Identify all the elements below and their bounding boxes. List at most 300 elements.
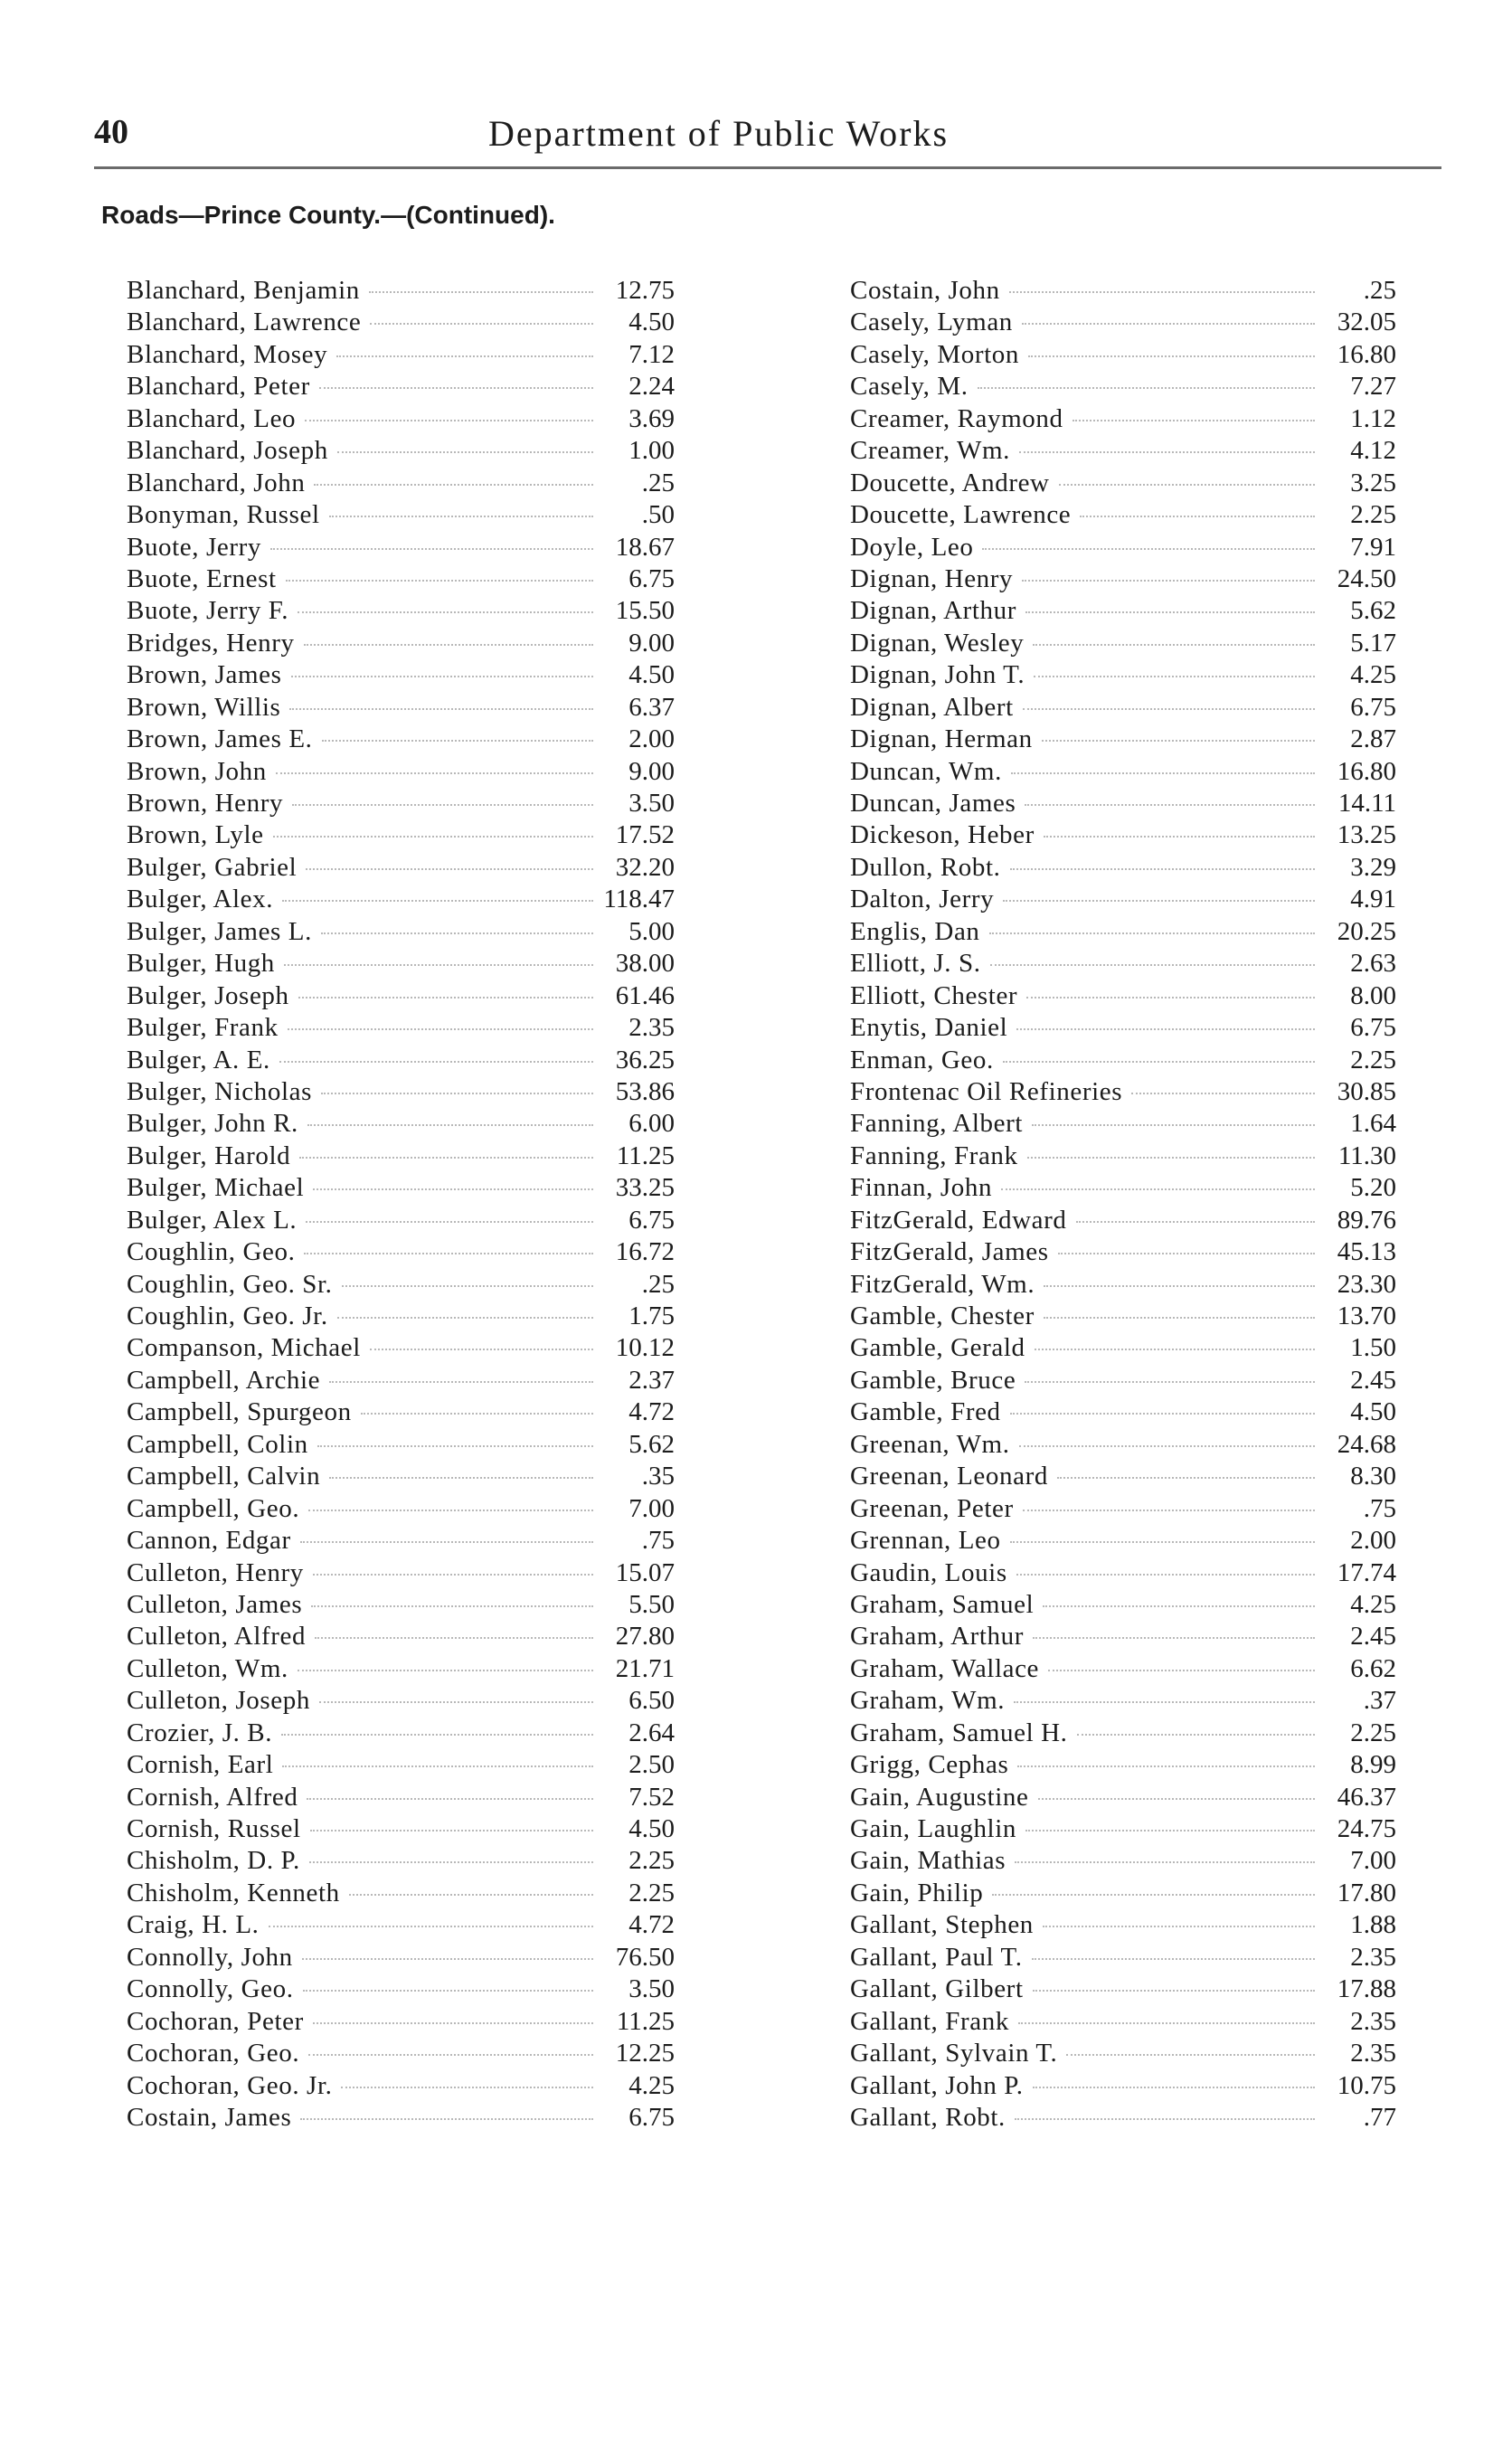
- dot-leader: [1010, 1541, 1315, 1543]
- payment-amount: 89.76: [1337, 1205, 1396, 1235]
- dot-leader: [990, 964, 1315, 966]
- dot-leader: [308, 2054, 593, 2056]
- list-item: [850, 1236, 1396, 1268]
- dot-leader: [1025, 804, 1315, 806]
- list-item: [850, 339, 1396, 371]
- list-item: [850, 1845, 1396, 1877]
- payee-name: Cochoran, Geo.: [127, 2039, 300, 2068]
- payment-amount: 20.25: [1337, 916, 1396, 946]
- payment-amount: 2.87: [1350, 724, 1396, 754]
- payee-name: Creamer, Wm.: [850, 436, 1011, 466]
- page-number: 40: [94, 113, 128, 151]
- dot-leader: [304, 644, 593, 646]
- dot-leader: [1003, 1061, 1315, 1063]
- dot-leader: [1048, 1670, 1315, 1671]
- payment-amount: 38.00: [615, 949, 675, 979]
- dot-leader: [269, 1926, 593, 1927]
- payment-amount: 17.88: [1337, 1974, 1396, 2004]
- dot-leader: [1080, 516, 1315, 517]
- list-item: [127, 1236, 675, 1268]
- payment-amount: 5.00: [628, 916, 675, 946]
- list-item: [127, 532, 675, 563]
- payment-amount: 9.00: [628, 628, 675, 658]
- list-item: [127, 1942, 675, 1973]
- list-item: [127, 307, 675, 338]
- payment-amount: 2.45: [1350, 1365, 1396, 1395]
- payee-name: Creamer, Raymond: [850, 403, 1063, 433]
- payee-name: Elliott, Chester: [850, 980, 1018, 1010]
- payment-amount: 2.25: [628, 1878, 675, 1907]
- list-item: [850, 1141, 1396, 1172]
- list-item: [850, 1301, 1396, 1332]
- payment-amount: 2.50: [628, 1750, 675, 1780]
- payee-name: Campbell, Spurgeon: [127, 1397, 352, 1427]
- payment-amount: 2.35: [1350, 1942, 1396, 1972]
- payee-name: Bulger, Frank: [127, 1013, 279, 1043]
- dot-leader: [306, 868, 593, 870]
- payee-name: Duncan, Wm.: [850, 756, 1002, 786]
- list-item: [850, 563, 1396, 595]
- payment-amount: 6.62: [1350, 1653, 1396, 1683]
- list-item: [850, 852, 1396, 884]
- payee-name: FitzGerald, James: [850, 1237, 1049, 1267]
- dot-leader: [1022, 323, 1315, 325]
- payment-amount: 33.25: [615, 1173, 675, 1203]
- list-item: [127, 275, 675, 307]
- dot-leader: [329, 1477, 593, 1479]
- payee-name: Campbell, Colin: [127, 1429, 308, 1459]
- payee-name: Bulger, A. E.: [127, 1045, 270, 1074]
- list-item: [850, 2006, 1396, 2038]
- list-item: [850, 1045, 1396, 1076]
- list-item: [850, 499, 1396, 531]
- payment-amount: 7.52: [628, 1782, 675, 1812]
- dot-leader: [329, 1381, 593, 1383]
- dot-leader: [286, 580, 593, 582]
- payment-amount: 10.12: [615, 1333, 675, 1363]
- payment-amount: 4.50: [628, 1814, 675, 1843]
- dot-leader: [1044, 1317, 1315, 1319]
- payee-name: Brown, James E.: [127, 724, 313, 754]
- list-item: [850, 1429, 1396, 1461]
- payee-name: Campbell, Geo.: [127, 1493, 300, 1523]
- list-item: [127, 1557, 675, 1589]
- payment-amount: 6.75: [628, 563, 675, 593]
- dot-leader: [1032, 1124, 1315, 1126]
- payment-amount: 4.12: [1350, 436, 1396, 466]
- dot-leader: [304, 1253, 593, 1254]
- list-item: [127, 1813, 675, 1845]
- payment-amount: 61.46: [615, 980, 675, 1010]
- list-item: [850, 2038, 1396, 2069]
- list-item: [127, 1141, 675, 1172]
- payment-amount: 4.91: [1350, 885, 1396, 914]
- payment-amount: 11.25: [616, 2006, 675, 2036]
- dot-leader: [1026, 997, 1315, 999]
- payment-amount: 46.37: [1337, 1782, 1396, 1812]
- dot-leader: [307, 1124, 593, 1126]
- dot-leader: [1038, 1798, 1316, 1800]
- payee-name: Fanning, Frank: [850, 1141, 1018, 1170]
- payment-amount: 24.68: [1337, 1429, 1396, 1459]
- payee-name: Dignan, Henry: [850, 563, 1014, 593]
- payee-name: Buote, Jerry F.: [127, 596, 289, 626]
- payee-name: Fanning, Albert: [850, 1109, 1024, 1139]
- dot-leader: [1018, 2022, 1315, 2024]
- dot-leader: [289, 708, 593, 710]
- list-item: [127, 1301, 675, 1332]
- dot-leader: [1033, 2087, 1315, 2088]
- payment-amount: 6.75: [628, 1205, 675, 1235]
- payment-amount: 13.25: [1337, 820, 1396, 850]
- dot-leader: [319, 1701, 593, 1703]
- list-item: [127, 756, 675, 788]
- payment-amount: 24.75: [1337, 1814, 1396, 1843]
- dot-leader: [279, 1061, 593, 1063]
- payee-name: Casely, Morton: [850, 339, 1019, 369]
- dot-leader: [349, 1894, 593, 1896]
- payment-amount: 7.12: [628, 339, 675, 369]
- payment-amount: 3.50: [628, 1974, 675, 2004]
- list-item: [850, 1461, 1396, 1492]
- dot-leader: [1033, 1637, 1315, 1639]
- dot-leader: [1023, 1510, 1315, 1511]
- dot-leader: [342, 1285, 593, 1287]
- dot-leader: [989, 932, 1315, 934]
- payee-name: Dignan, John T.: [850, 660, 1025, 690]
- dot-leader: [1023, 708, 1315, 710]
- dot-leader: [300, 1541, 593, 1543]
- payee-name: Brown, Henry: [127, 789, 284, 818]
- dot-leader: [321, 1093, 593, 1094]
- dot-leader: [317, 1445, 593, 1447]
- list-item: [850, 724, 1396, 755]
- list-item: [850, 659, 1396, 691]
- list-item: [850, 371, 1396, 402]
- list-item: [850, 1493, 1396, 1525]
- dot-leader: [1014, 1701, 1315, 1703]
- payment-amount: 4.25: [628, 2070, 675, 2100]
- payment-amount: 2.25: [628, 1846, 675, 1876]
- payee-name: Greenan, Leonard: [850, 1462, 1048, 1491]
- payment-amount: 2.64: [628, 1718, 675, 1747]
- payee-name: Finnan, John: [850, 1173, 993, 1203]
- payee-name: Graham, Wm.: [850, 1686, 1006, 1716]
- payee-name: Blanchard, Joseph: [127, 436, 328, 466]
- list-item: [850, 1909, 1396, 1941]
- list-item: [850, 307, 1396, 338]
- list-item: [127, 435, 675, 467]
- payment-amount: 1.75: [628, 1301, 675, 1330]
- payment-amount: 17.74: [1337, 1557, 1396, 1587]
- list-item: [850, 1942, 1396, 1973]
- list-item: [127, 980, 675, 1012]
- list-item: [850, 2102, 1396, 2134]
- payment-amount: 4.50: [1350, 1397, 1396, 1427]
- payment-amount: 2.00: [628, 724, 675, 754]
- list-item: [850, 2070, 1396, 2102]
- payee-name: Gallant, Robt.: [850, 2102, 1006, 2132]
- payment-amount: 15.07: [615, 1557, 675, 1587]
- payment-amount: 8.30: [1350, 1462, 1396, 1491]
- dot-leader: [992, 1894, 1315, 1896]
- payee-name: Blanchard, Mosey: [127, 339, 328, 369]
- dot-leader: [1025, 611, 1315, 613]
- dot-leader: [273, 836, 593, 838]
- payment-amount: 3.50: [628, 789, 675, 818]
- list-item: [127, 499, 675, 531]
- payment-amount: 16.72: [615, 1237, 675, 1267]
- payee-name: Chisholm, Kenneth: [127, 1878, 340, 1907]
- payment-amount: 1.88: [1350, 1910, 1396, 1940]
- list-item: [850, 916, 1396, 948]
- dot-leader: [270, 548, 593, 550]
- list-item: [127, 371, 675, 402]
- list-item: [127, 724, 675, 755]
- payee-name: Crozier, J. B.: [127, 1718, 273, 1747]
- dot-leader: [310, 1830, 593, 1832]
- payee-name: Grigg, Cephas: [850, 1750, 1009, 1780]
- dot-leader: [1017, 1765, 1315, 1767]
- dot-leader: [313, 1574, 593, 1576]
- payee-name: Culleton, Henry: [127, 1557, 304, 1587]
- list-item: [850, 1749, 1396, 1781]
- list-item: [850, 275, 1396, 307]
- payment-amount: .25: [641, 1269, 675, 1299]
- payment-amount: 4.25: [1350, 660, 1396, 690]
- list-item: [850, 1332, 1396, 1364]
- dot-leader: [1022, 580, 1315, 582]
- dot-leader: [276, 772, 593, 774]
- list-item: [127, 1365, 675, 1396]
- payee-name: Casely, M.: [850, 372, 969, 402]
- payment-amount: 6.75: [628, 2102, 675, 2132]
- payee-name: Culleton, Joseph: [127, 1686, 310, 1716]
- list-item: [127, 1461, 675, 1492]
- payee-name: Culleton, Wm.: [127, 1653, 288, 1683]
- payee-name: Gamble, Fred: [850, 1397, 1001, 1427]
- payee-name: Bulger, Alex.: [127, 885, 274, 914]
- dot-leader: [282, 1765, 593, 1767]
- list-item: [127, 403, 675, 435]
- list-item: [127, 1332, 675, 1364]
- payment-amount: 7.00: [628, 1493, 675, 1523]
- dot-leader: [1057, 1477, 1315, 1479]
- payment-amount: 6.50: [628, 1686, 675, 1716]
- payee-name: Cornish, Earl: [127, 1750, 274, 1780]
- payee-name: Dullon, Robt.: [850, 852, 1001, 882]
- list-item: [127, 1878, 675, 1909]
- dot-leader: [305, 420, 593, 421]
- payee-name: Culleton, Alfred: [127, 1622, 307, 1652]
- payee-name: Dignan, Arthur: [850, 596, 1016, 626]
- list-item: [850, 1205, 1396, 1236]
- payment-amount: 1.50: [1350, 1333, 1396, 1363]
- list-item: [127, 1782, 675, 1813]
- dot-leader: [299, 1157, 593, 1159]
- list-item: [127, 1172, 675, 1204]
- payee-name: Bonyman, Russel: [127, 500, 320, 530]
- dot-leader: [1028, 355, 1315, 357]
- payment-amount: 6.37: [628, 692, 675, 722]
- payee-name: Gain, Philip: [850, 1878, 984, 1907]
- payee-name: Bulger, Harold: [127, 1141, 291, 1170]
- list-item: [127, 1845, 675, 1877]
- dot-leader: [369, 291, 593, 293]
- dot-leader: [1077, 1734, 1315, 1736]
- left-column: [127, 275, 675, 2134]
- list-item: [127, 1493, 675, 1525]
- dot-leader: [1066, 2054, 1315, 2056]
- payee-name: Graham, Wallace: [850, 1653, 1040, 1683]
- payment-amount: 32.20: [615, 852, 675, 882]
- dot-leader: [1035, 1349, 1315, 1350]
- payee-name: Gamble, Bruce: [850, 1365, 1016, 1395]
- payment-amount: .25: [641, 468, 675, 497]
- list-item: [127, 852, 675, 884]
- list-item: [127, 692, 675, 724]
- list-item: [127, 1909, 675, 1941]
- dot-leader: [298, 997, 593, 999]
- payment-amount: 2.24: [628, 372, 675, 402]
- payee-name: Doucette, Andrew: [850, 468, 1050, 497]
- dot-leader: [1015, 2118, 1315, 2120]
- list-item: [850, 1365, 1396, 1396]
- dot-leader: [292, 804, 593, 806]
- payee-name: FitzGerald, Edward: [850, 1205, 1067, 1235]
- payee-name: Connolly, Geo.: [127, 1974, 294, 2004]
- payee-name: Campbell, Archie: [127, 1365, 321, 1395]
- payment-amount: 16.80: [1337, 756, 1396, 786]
- list-item: [850, 628, 1396, 659]
- dot-leader: [281, 1734, 593, 1736]
- payment-amount: 2.35: [628, 1013, 675, 1043]
- dot-leader: [1019, 451, 1315, 453]
- list-item: [850, 1269, 1396, 1301]
- payee-name: Blanchard, Peter: [127, 372, 310, 402]
- payee-name: Frontenac Oil Refineries: [850, 1076, 1123, 1106]
- payee-name: Doyle, Leo: [850, 532, 974, 562]
- payment-amount: 4.50: [628, 660, 675, 690]
- payment-amount: 3.69: [628, 403, 675, 433]
- payee-name: Enman, Geo.: [850, 1045, 994, 1074]
- payment-amount: 30.85: [1337, 1076, 1396, 1106]
- payee-name: Brown, Lyle: [127, 820, 264, 850]
- payment-amount: .25: [1363, 276, 1396, 305]
- dot-leader: [1011, 772, 1315, 774]
- payment-amount: 53.86: [615, 1076, 675, 1106]
- payee-name: Englis, Dan: [850, 916, 980, 946]
- dot-leader: [321, 932, 593, 934]
- payment-amount: 7.27: [1350, 372, 1396, 402]
- dot-leader: [309, 1861, 593, 1863]
- list-item: [850, 1813, 1396, 1845]
- dot-leader: [300, 2118, 593, 2120]
- list-item: [127, 1653, 675, 1685]
- list-item: [127, 884, 675, 915]
- payee-name: Graham, Samuel: [850, 1589, 1035, 1619]
- list-item: [127, 2102, 675, 2134]
- payee-name: Coughlin, Geo. Jr.: [127, 1301, 328, 1330]
- payee-name: Chisholm, D. P.: [127, 1846, 300, 1876]
- list-item: [850, 1973, 1396, 2005]
- payment-amount: 8.99: [1350, 1750, 1396, 1780]
- payment-amount: 6.75: [1350, 1013, 1396, 1043]
- payment-amount: .35: [641, 1462, 675, 1491]
- list-item: [127, 1718, 675, 1749]
- payee-name: Gain, Laughlin: [850, 1814, 1016, 1843]
- dot-leader: [336, 355, 593, 357]
- list-item: [127, 1396, 675, 1428]
- payment-amount: 36.25: [615, 1045, 675, 1074]
- dot-leader: [319, 387, 593, 389]
- dot-leader: [370, 1349, 593, 1350]
- payment-amount: 2.45: [1350, 1622, 1396, 1652]
- list-item: [850, 1012, 1396, 1044]
- payment-amount: 6.75: [1350, 692, 1396, 722]
- payee-name: Blanchard, Benjamin: [127, 276, 360, 305]
- dot-leader: [1016, 1028, 1315, 1030]
- dot-leader: [370, 323, 593, 325]
- payee-name: FitzGerald, Wm.: [850, 1269, 1035, 1299]
- payment-amount: 6.00: [628, 1109, 675, 1139]
- dot-leader: [291, 676, 593, 677]
- list-item: [127, 1749, 675, 1781]
- list-item: [850, 1525, 1396, 1557]
- payment-amount: 5.50: [628, 1589, 675, 1619]
- payment-amount: 16.80: [1337, 339, 1396, 369]
- payee-name: Blanchard, Leo: [127, 403, 297, 433]
- payment-amount: 27.80: [615, 1622, 675, 1652]
- payment-amount: 2.35: [1350, 2039, 1396, 2068]
- list-item: [127, 916, 675, 948]
- list-item: [127, 563, 675, 595]
- payee-name: Coughlin, Geo.: [127, 1237, 296, 1267]
- payee-name: Dalton, Jerry: [850, 885, 995, 914]
- payee-name: Casely, Lyman: [850, 308, 1013, 337]
- payment-amount: 1.12: [1350, 403, 1396, 433]
- list-item: [127, 1205, 675, 1236]
- dot-leader: [1058, 1253, 1315, 1254]
- payee-name: Duncan, James: [850, 789, 1016, 818]
- payment-amount: 2.25: [1350, 500, 1396, 530]
- dot-leader: [337, 1317, 593, 1319]
- dot-leader: [315, 1637, 593, 1639]
- payee-name: Bulger, Gabriel: [127, 852, 298, 882]
- payment-amount: 5.62: [628, 1429, 675, 1459]
- payee-name: Gallant, Frank: [850, 2006, 1009, 2036]
- payment-amount: 9.00: [628, 756, 675, 786]
- list-item: [850, 403, 1396, 435]
- dot-leader: [1034, 676, 1315, 677]
- payee-name: Cochoran, Geo. Jr.: [127, 2070, 333, 2100]
- dot-leader: [288, 1028, 593, 1030]
- dot-leader: [329, 516, 593, 517]
- right-column: [850, 275, 1396, 2134]
- dot-leader: [1027, 1157, 1315, 1159]
- payment-amount: 4.25: [1350, 1589, 1396, 1619]
- payee-name: Campbell, Calvin: [127, 1462, 321, 1491]
- dot-leader: [1016, 1574, 1315, 1576]
- list-item: [850, 532, 1396, 563]
- list-item: [127, 1589, 675, 1621]
- dot-leader: [1025, 1830, 1315, 1832]
- payment-amount: 3.29: [1350, 852, 1396, 882]
- payee-name: Gallant, Stephen: [850, 1910, 1034, 1940]
- payment-amount: 45.13: [1337, 1237, 1396, 1267]
- payment-amount: 76.50: [615, 1942, 675, 1972]
- payee-name: Brown, James: [127, 660, 282, 690]
